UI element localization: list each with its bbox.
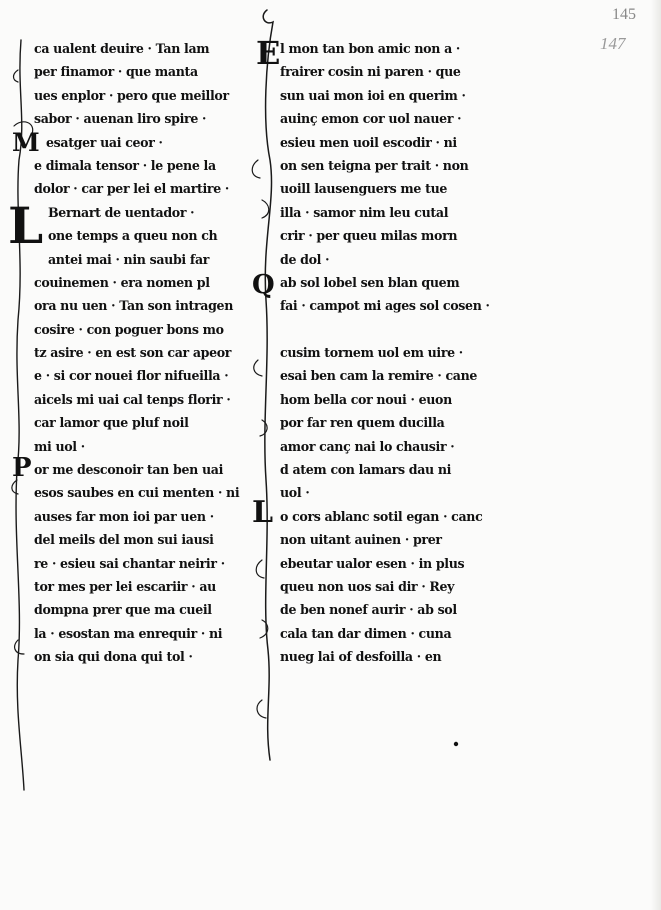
text-line: cosire · con poguer bons mo — [34, 321, 224, 337]
initial-l-second: L — [252, 495, 274, 530]
text-line: dompna prer que ma cueil — [34, 602, 212, 618]
text-line: crir · per queu milas morn — [280, 228, 458, 244]
text-line: sabor · auenan liro spire · — [34, 111, 207, 127]
text-line: uoill lausenguers me tue — [280, 181, 448, 197]
text-line: queu non uos sai dir · Rey — [280, 578, 455, 594]
text-line: la · esostan ma enrequir · ni — [34, 625, 223, 641]
text-line: del meils del mon sui iausi — [34, 532, 214, 548]
text-line: ebeutar ualor esen · in plus — [280, 555, 465, 571]
text-line: antei mai · nin saubi far — [48, 251, 210, 267]
right-text-column — [280, 37, 490, 669]
text-line: d atem con lamars dau ni — [280, 462, 452, 478]
text-line: Bernart de uentador · — [48, 204, 195, 220]
text-line: esieu men uoil escodir · ni — [280, 134, 457, 150]
initial-p: P — [12, 453, 32, 483]
text-line: por far ren quem ducilla — [280, 415, 445, 431]
text-line: one temps a queu non ch — [48, 228, 218, 244]
column-gap-flourish — [263, 10, 273, 760]
text-line: e dimala tensor · le pene la — [34, 157, 216, 173]
text-line: illa · samor nim leu cutal — [280, 204, 449, 220]
text-line: aicels mi uai cal tenps florir · — [34, 391, 231, 407]
initial-l: L — [8, 196, 44, 255]
text-line: tor mes per lei escariir · au — [34, 578, 216, 594]
text-line: nueg lai of desfoilla · en — [280, 649, 442, 665]
text-line: ues enplor · pero que meillor — [34, 87, 229, 103]
text-line: ab sol lobel sen blan quem — [280, 274, 460, 290]
text-line: auinç emon cor uol nauer · — [280, 111, 462, 127]
initial-e: E — [256, 34, 281, 72]
text-line — [280, 318, 490, 341]
text-line: o cors ablanc sotil egan · canc — [280, 508, 483, 524]
folio-number: 145 — [612, 6, 636, 23]
text-line: esatger uai ceor · — [46, 134, 163, 150]
text-line: per finamor · que manta — [34, 64, 198, 80]
text-line: auses far mon ioi par uen · — [34, 508, 214, 524]
folio-number-secondary: 147 — [600, 34, 626, 53]
text-line: non uitant auinen · prer — [280, 532, 442, 548]
text-line: esos saubes en cui menten · ni — [34, 485, 240, 501]
text-line: l mon tan bon amic non a · — [280, 41, 460, 56]
text-line: mi uol · — [34, 438, 85, 454]
text-line: amor canç nai lo chausir · — [280, 438, 455, 454]
text-line: cusim tornem uol em uire · — [280, 345, 463, 361]
text-line: couinemen · era nomen pl — [34, 274, 210, 290]
text-line: de ben nonef aurir · ab sol — [280, 602, 457, 618]
text-line: on sia qui dona qui tol · — [34, 649, 193, 665]
ink-dot — [454, 742, 458, 746]
text-line: on sen teigna per trait · non — [280, 157, 469, 173]
text-line: ora nu uen · Tan son intragen — [34, 298, 234, 314]
text-line: sun uai mon ioi en querim · — [280, 87, 466, 103]
text-line: or me desconoir tan ben uai — [34, 462, 224, 478]
text-line: dolor · car per lei el martire · — [34, 181, 229, 197]
text-line: cala tan dar dimen · cuna — [280, 625, 452, 641]
initial-q: Q — [252, 270, 275, 300]
text-line: de dol · — [280, 251, 330, 267]
text-line: hom bella cor noui · euon — [280, 391, 452, 407]
text-line: uol · — [280, 485, 310, 501]
text-line: car lamor que pluf noil — [34, 415, 189, 431]
left-text-column — [34, 37, 239, 669]
text-line: e · si cor nouei flor nifueilla · — [34, 368, 229, 384]
text-line: frairer cosin ni paren · que — [280, 64, 461, 80]
text-line: ca ualent deuire · Tan lam — [34, 41, 210, 56]
text-line: fai · campot mi ages sol cosen · — [280, 298, 490, 314]
text-line: re · esieu sai chantar neirir · — [34, 555, 225, 571]
initial-m: M — [12, 128, 40, 157]
text-line: esai ben cam la remire · cane — [280, 368, 478, 384]
text-line: tz asire · en est son car apeor — [34, 345, 232, 361]
